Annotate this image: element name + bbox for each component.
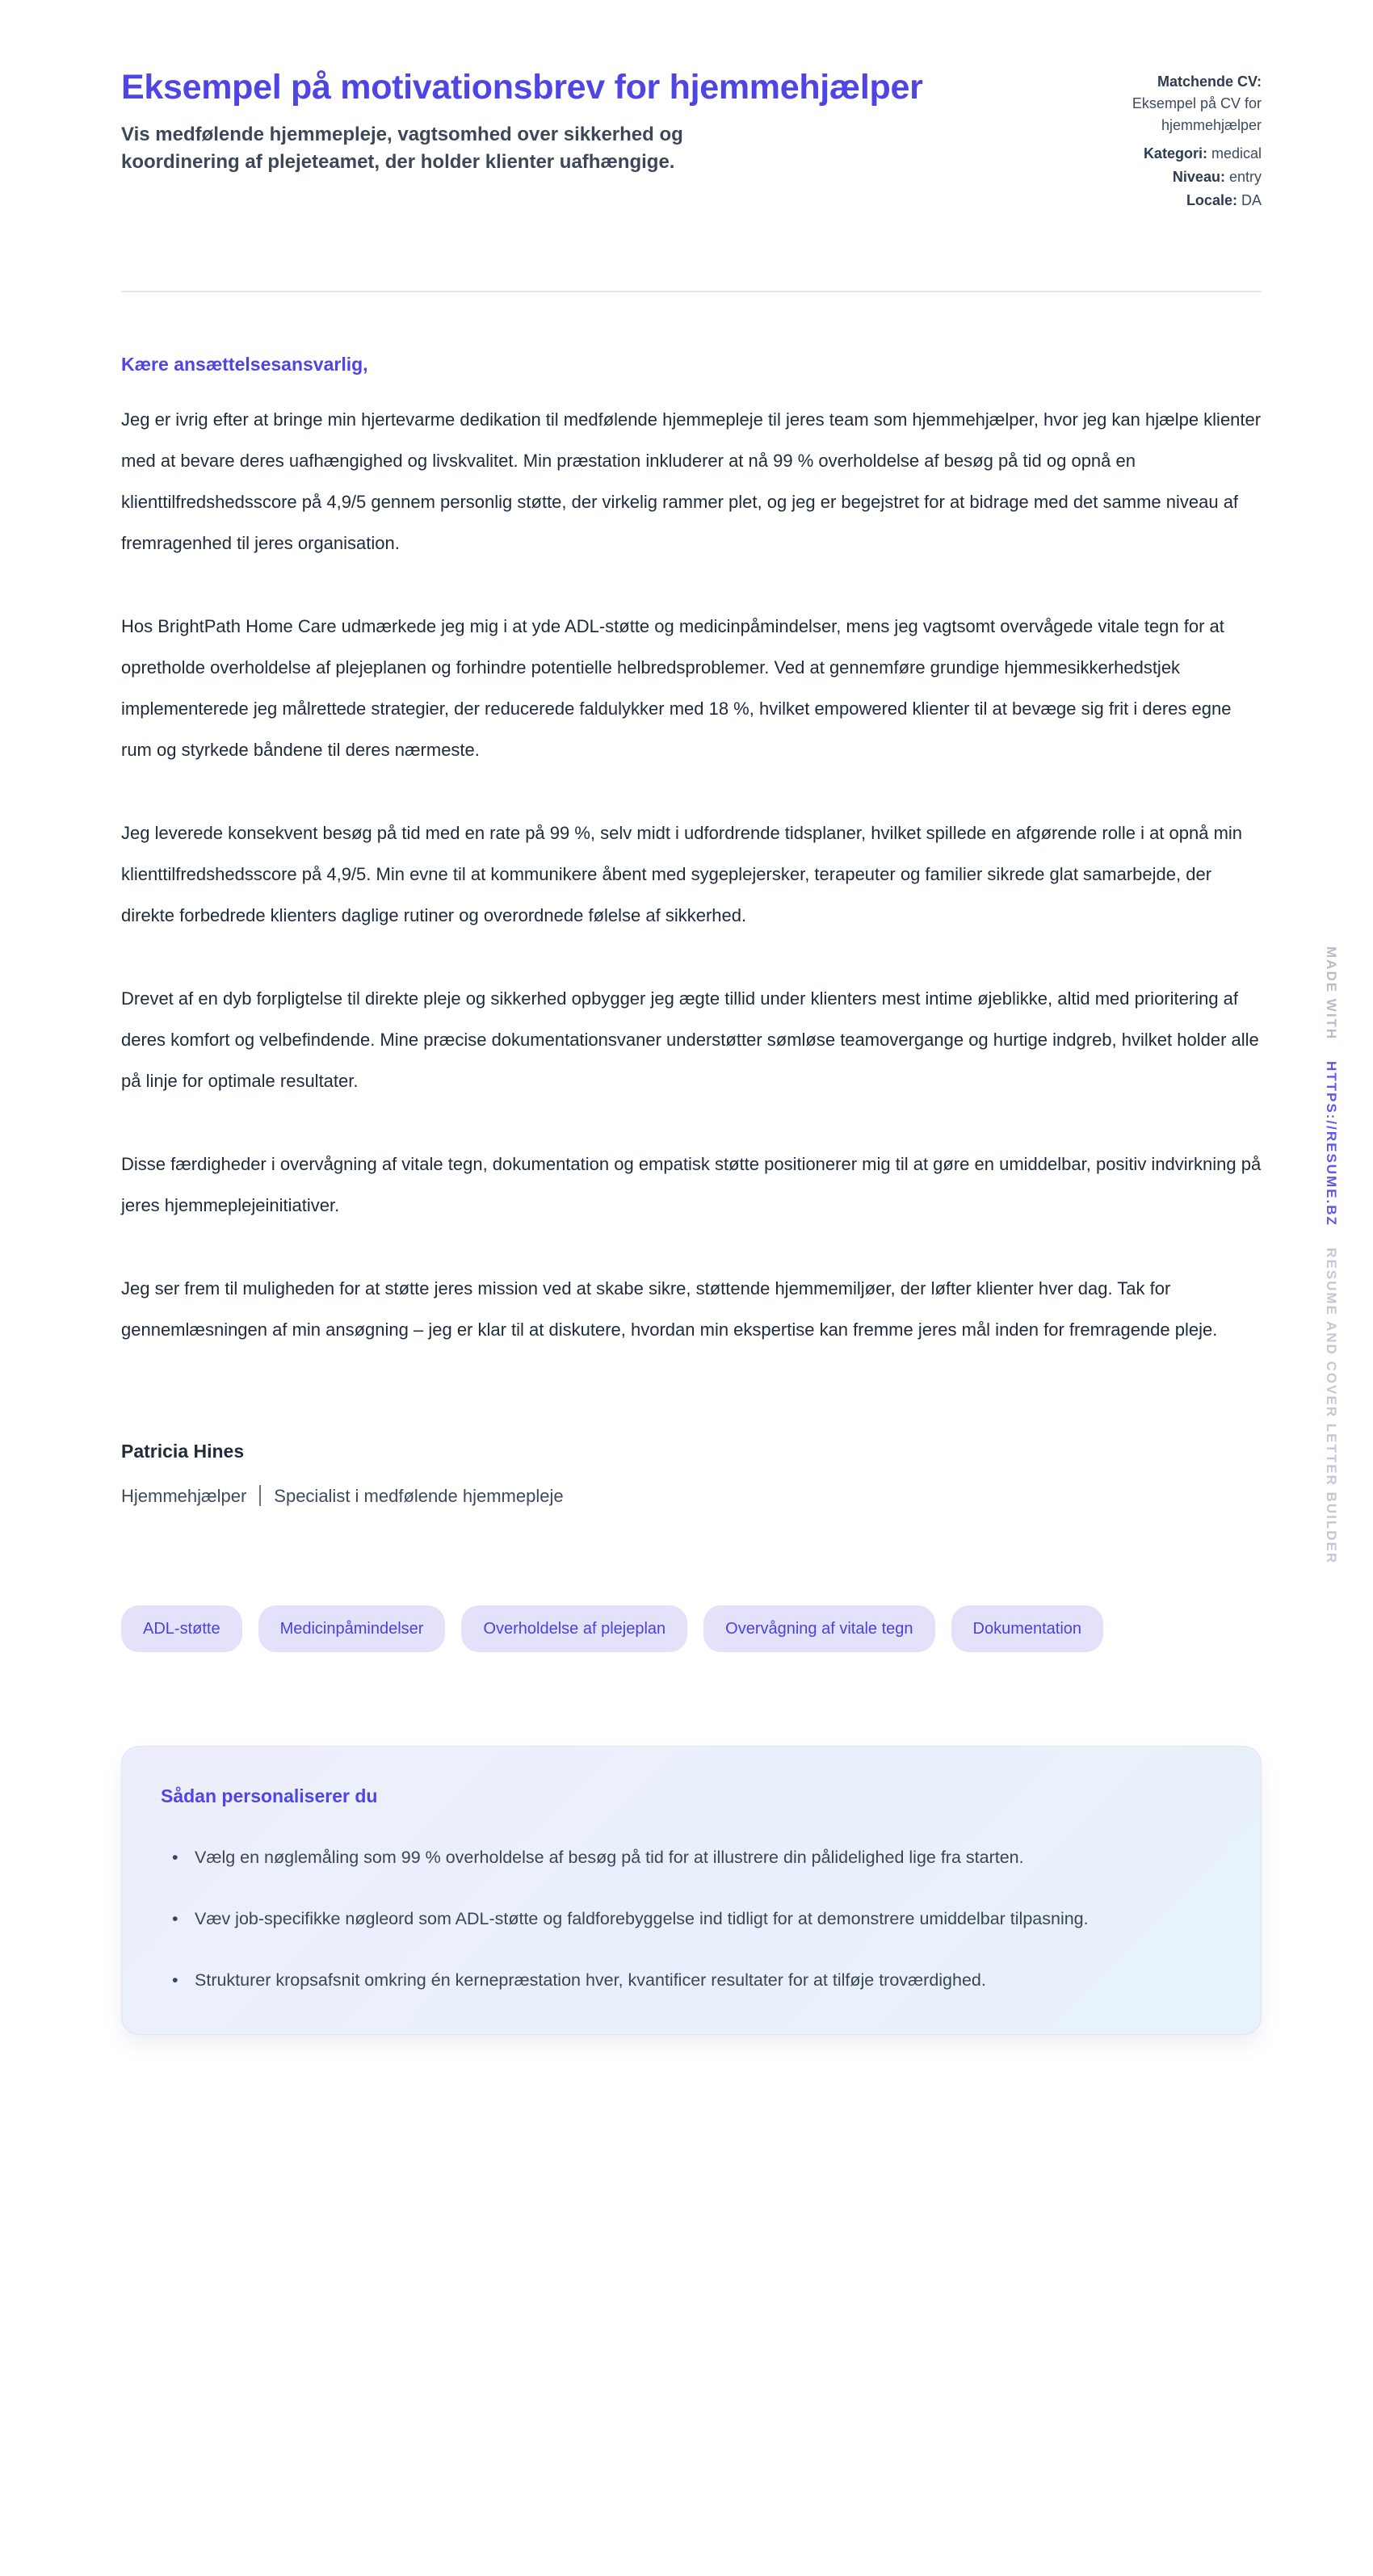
- tips-item: • Strukturer kropsafsnit omkring én kernepræstation hver, kvantificer resultater for at tilføje troværdighed.: [161, 1960, 1222, 2000]
- page-title: Eksempel på motivationsbrev for hjemmehjælper: [121, 68, 923, 107]
- tips-item: • Væv job-specifikke nøgleord som ADL-støtte og faldforebyggelse ind tidligt for at demonstrere umiddelbar tilpasning.: [161, 1898, 1222, 1939]
- meta-matching-cv-value: Eksempel på CV for hjemmehjælper: [1132, 95, 1262, 133]
- skill-tag: Overholdelse af plejeplan: [461, 1605, 687, 1652]
- meta-locale: [1052, 190, 1262, 212]
- letter-paragraph: Hos BrightPath Home Care udmærkede jeg mig i at yde ADL-støtte og medicinpåmindelser, mens jeg vagtsomt overvågede vitale tegn for at opretholde overholdelse af plejeplanen og forhindre potentielle helbredsproblemer. Ved at gennemføre grundige hjemmesikkerhedstjek implementerede jeg målrettede strategier, der reducerede faldulykker med 18 %, hvilket empowered klienter til at bevæge sig frit i deres egne rum og styrkede båndene til deres nærmeste.: [121, 616, 1232, 760]
- skill-tag: Overvågning af vitale tegn: [703, 1605, 934, 1652]
- letter-paragraph: Drevet af en dyb forpligtelse til direkte pleje og sikkerhed opbygger jeg ægte tillid under klienters mest intime øjeblikke, altid med prioritering af deres komfort og velbefindende. Mine præcise dokumentationsvaner understøtter sømløse teamovergange og hurtige indgreb, hvilket holder alle på linje for optimale resultater.: [121, 988, 1259, 1091]
- resume-bz-link[interactable]: HTTPS://RESUME.BZ: [1324, 1061, 1339, 1227]
- role-divider: [259, 1485, 261, 1506]
- skill-tag: ADL-støtte: [121, 1605, 242, 1652]
- title-block: [121, 65, 923, 176]
- tips-heading: Sådan personaliserer du: [161, 1785, 378, 1806]
- meta-locale-label: Locale:: [1186, 192, 1237, 208]
- meta-locale-value: DA: [1241, 192, 1262, 208]
- tips-item: • Vælg en nøglemåling som 99 % overholdelse af besøg på tid for at illustrere din pålidelighed lige fra starten.: [161, 1837, 1222, 1877]
- meta-matching-cv: [1052, 71, 1262, 136]
- personalization-tips-card: [121, 1746, 1262, 2035]
- page-subtitle: Vis medfølende hjemmepleje, vagtsomhed over sikkerhed og koordinering af plejeteamet, der holder klienter uafhængige.: [121, 124, 683, 173]
- skill-tag: Medicinpåmindelser: [258, 1605, 446, 1652]
- tips-list: [161, 1837, 1222, 2000]
- skill-tags: [121, 1605, 1262, 1652]
- signature-specialty: Specialist i medfølende hjemmepleje: [274, 1486, 564, 1506]
- signature-role-line: [121, 1484, 1262, 1508]
- meta-level-label: Niveau:: [1172, 169, 1225, 185]
- watermark-suffix: RESUME AND COVER LETTER BUILDER: [1324, 1248, 1339, 1565]
- letter-paragraph: Jeg er ivrig efter at bringe min hjertevarme dedikation til medfølende hjemmepleje til jeres team som hjemmehjælper, hvor jeg kan hjælpe klienter med at bevare deres uafhængighed og livskvalitet. Min præstation inkluderer at nå 99 % overholdelse af besøg på tid og opnå en klienttilfredshedsscore på 4,9/5 gennem personlig støtte, der virkelig rammer plet, og jeg er begejstret for at bidrage med det samme niveau af fremragenhed til jeres organisation.: [121, 409, 1262, 553]
- letter-greeting: Kære ansættelsesansvarlig,: [121, 354, 368, 375]
- meta-matching-cv-label: Matchende CV:: [1157, 73, 1262, 90]
- watermark-prefix: MADE WITH: [1324, 946, 1339, 1041]
- meta-level-value: entry: [1228, 169, 1262, 185]
- meta-level: [1052, 166, 1262, 188]
- meta-category: [1052, 143, 1262, 165]
- header-divider: [121, 291, 1262, 292]
- letter-paragraph: Jeg ser frem til muligheden for at støtte jeres mission ved at skabe sikre, støttende hjemmemiljøer, der løfter klienter hver dag. Tak for gennemlæsningen af min ansøgning – jeg er klar til at diskutere, hvordan min ekspertise kan fremme jeres mål inden for fremragende pleje.: [121, 1278, 1218, 1340]
- meta-category-label: Kategori:: [1143, 145, 1207, 162]
- letter-paragraph: Jeg leverede konsekvent besøg på tid med en rate på 99 %, selv midt i udfordrende tidsplaner, hvilket spillede en afgørende rolle i at opnå min klienttilfredshedsscore på 4,9/5. Min evne til at kommunikere åbent med sygeplejersker, terapeuter og familier sikrede glat samarbejde, der direkte forbedrede klienters daglige rutiner og overordnede følelse af sikkerhed.: [121, 823, 1243, 925]
- made-with-watermark: [1323, 946, 1339, 1564]
- signature-role: Hjemmehjælper: [121, 1486, 247, 1506]
- cover-letter-body: [121, 352, 1262, 1508]
- content-column: [121, 65, 1262, 2035]
- skill-tag: Dokumentation: [951, 1605, 1104, 1652]
- meta-block: [1052, 71, 1262, 213]
- header: [121, 65, 1262, 213]
- signature-name: Patricia Hines: [121, 1441, 245, 1462]
- meta-category-value: medical: [1211, 145, 1262, 162]
- letter-paragraph: Disse færdigheder i overvågning af vitale tegn, dokumentation og empatisk støtte positionerer mig til at gøre en umiddelbar, positiv indvirkning på jeres hjemmeplejeinitiativer.: [121, 1154, 1262, 1215]
